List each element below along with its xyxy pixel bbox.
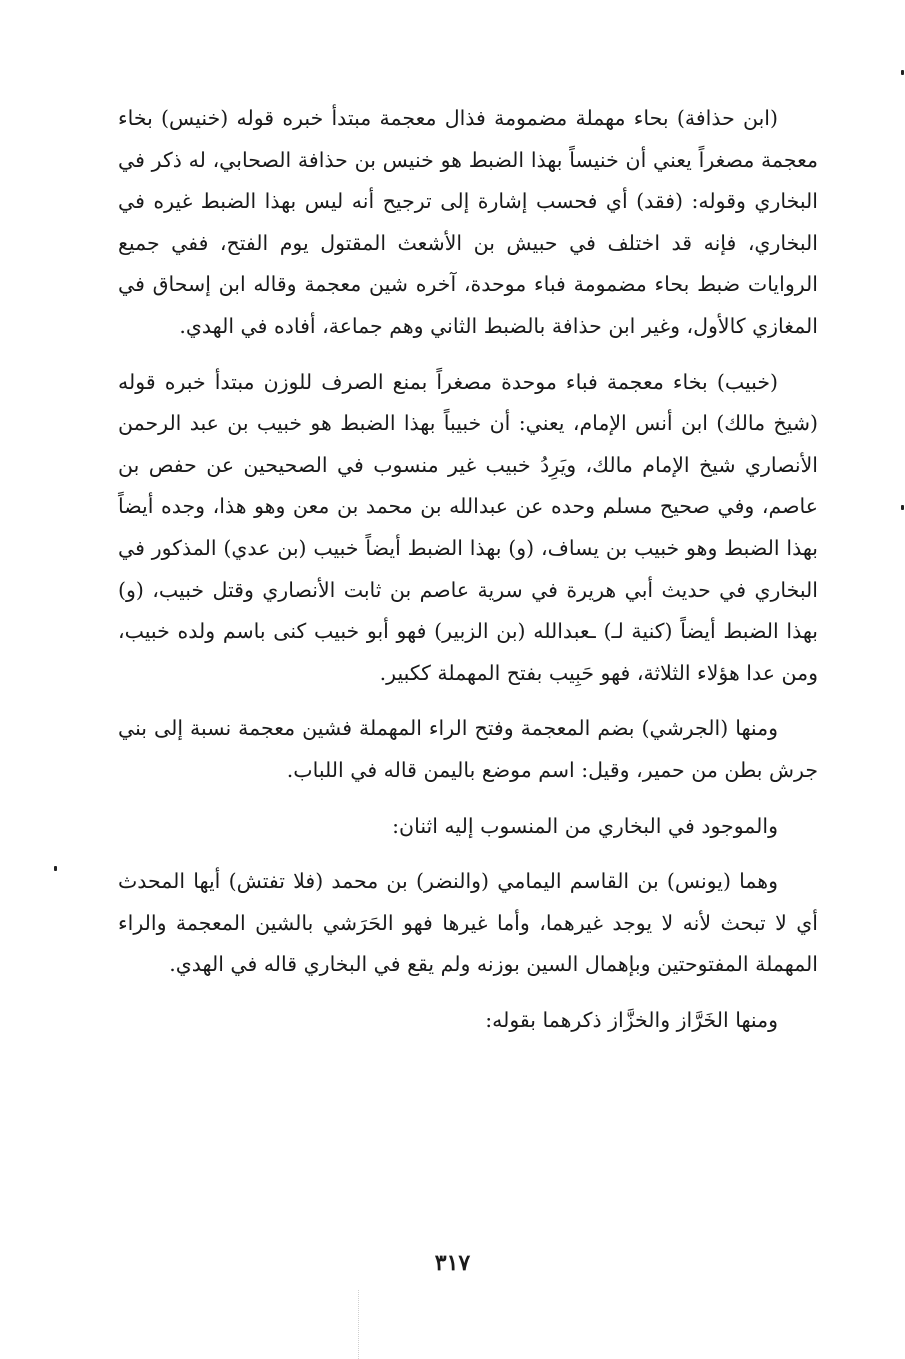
paragraph-bukhari-count: والموجود في البخاري من المنسوب إليه اثنان: <box>392 813 778 838</box>
paragraph-al-kharraz: ومنها الخَرَّاز والخزَّاز ذكرهما بقوله: <box>485 1007 778 1032</box>
main-text <box>118 98 818 1055</box>
paragraph-yunus-nadr: وهما (يونس) بن القاسم اليمامي (والنضر) بن محمد (فلا تفتش) أيها المحدث أي لا تبحث لأنه لا يوجد غيرهما، وأما غيرها فهو الحَرَشي بالشين المعجمة والراء المهملة المفتوحتين وبإهمال السين بوزنه ولم يقع في البخاري قاله في الهدي. <box>118 869 818 977</box>
paragraph-al-jurashi: ومنها (الجرشي) بضم المعجمة وفتح الراء المهملة فشين معجمة نسبة إلى بني جرش بطن من حمير، وقيل: اسم موضع باليمن قاله في اللباب. <box>118 716 818 782</box>
margin-mark-top <box>901 70 904 75</box>
page-number: ٣١٧ <box>434 1250 471 1276</box>
margin-mark-left <box>54 866 57 871</box>
page-fold-line <box>358 1290 359 1359</box>
paragraph-ibn-hudhafa: (ابن حذافة) بحاء مهملة مضمومة فذال معجمة مبتدأ خبره قوله (خنيس) بخاء معجمة مصغراً يعني أن خنيساً بهذا الضبط هو خنيس بن حذافة الصحابي، له ذكر في البخاري وقوله: (فقد) أي فحسب إشارة إلى ترجيح أنه ليس بهذا الضبط غيره في البخاري، فإنه قد اختلف في حبيش بن الأشعث المقتول يوم الفتح، ففي جميع الروايات ضبط بحاء مضمومة فباء موحدة، آخره شين معجمة وقاله ابن إسحاق في المغازي كالأول، وغير ابن حذافة بالضبط الثاني وهم جماعة، أفاده في الهدي. <box>118 106 818 338</box>
paragraph-khubayb: (خبيب) بخاء معجمة فباء موحدة مصغراً بمنع الصرف للوزن مبتدأ خبره قوله (شيخ مالك) ابن أنس الإمام، يعني: أن خبيباً بهذا الضبط هو خبيب بن عبد الرحمن الأنصاري شيخ الإمام مالك، ويَرِدُ خبيب غير منسوب في الصحيحين عن حفص بن عاصم، وفي صحيح مسلم وحده عن عبدالله بن محمد بن معن وهو هذا، وجده أيضاً بهذا الضبط وهو خبيب بن يساف، (و) بهذا الضبط أيضاً خبيب (بن عدي) المذكور في البخاري في حديث أبي هريرة في سرية عاصم بن ثابت الأنصاري وقتل خبيب، (و) بهذا الضبط أيضاً (كنية لـ) ـعبدالله (بن الزبير) فهو أبو خبيب كنى باسم ولده خبيب، ومن عدا هؤلاء الثلاثة، فهو حَبِيب بفتح المهملة ككبير. <box>118 369 818 685</box>
margin-mark-middle <box>901 505 904 510</box>
